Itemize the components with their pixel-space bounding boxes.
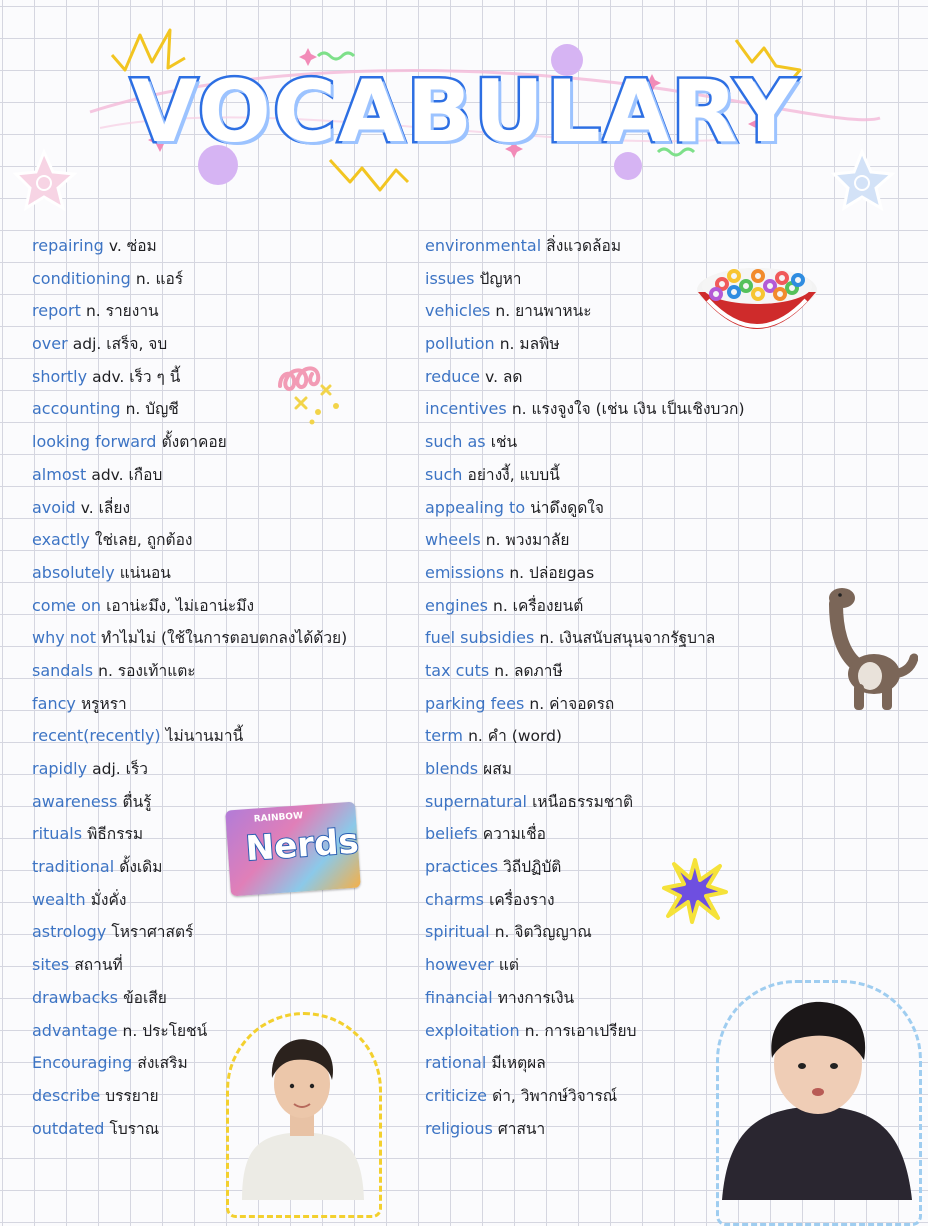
vocab-row <box>425 690 745 723</box>
vocab-row <box>32 624 347 657</box>
thai-meaning: เช่น <box>490 433 518 452</box>
vocab-row <box>425 1049 745 1082</box>
thai-meaning: ผสม <box>483 760 512 778</box>
vocab-row <box>425 624 745 657</box>
vocab-row <box>32 657 347 690</box>
thai-meaning: n. เครื่องยนต์ <box>493 596 584 615</box>
english-word: conditioning <box>32 268 131 288</box>
english-word: appealing to <box>425 497 526 517</box>
english-word: accounting <box>32 399 121 419</box>
thai-meaning: n. แรงจูงใจ (เช่น เงิน เป็นเชิงบวก) <box>511 400 745 419</box>
english-word: over <box>32 334 68 354</box>
english-word: outdated <box>32 1118 105 1138</box>
english-word: rituals <box>32 824 83 844</box>
thai-meaning: เครื่องราง <box>489 890 555 909</box>
vocab-row <box>425 951 745 984</box>
english-word: why not <box>32 628 96 648</box>
thai-meaning: สถานที่ <box>74 956 123 975</box>
english-word: sites <box>32 955 70 975</box>
swirl-doodle-icon <box>272 356 362 428</box>
thai-meaning: ส่งเสริม <box>137 1054 188 1073</box>
english-word: such <box>425 464 463 484</box>
vocab-row <box>425 494 745 527</box>
thai-meaning: ดั้งเดิม <box>119 858 163 877</box>
english-word: emissions <box>425 562 505 582</box>
english-word: shortly <box>32 366 88 386</box>
thai-meaning: adj. เร็ว <box>92 760 148 778</box>
english-word: avoid <box>32 497 76 517</box>
thai-meaning: โหราศาสตร์ <box>111 923 194 942</box>
thai-meaning: มีเหตุผล <box>491 1054 546 1073</box>
thai-meaning: n. รายงาน <box>85 302 159 321</box>
english-word: however <box>425 955 494 975</box>
english-word: charms <box>425 889 484 909</box>
thai-meaning: ตั้งตาคอย <box>161 433 227 452</box>
english-word: beliefs <box>425 824 478 844</box>
english-word: wheels <box>425 530 481 550</box>
english-word: awareness <box>32 791 118 811</box>
candy-brand-small: RAINBOW <box>253 811 304 825</box>
english-word: exactly <box>32 530 90 550</box>
thai-meaning: n. ประโยชน์ <box>122 1021 208 1040</box>
thai-meaning: เอาน่ะมึง, ไม่เอาน่ะมึง <box>106 596 255 615</box>
thai-meaning: n. พวงมาลัย <box>485 531 570 550</box>
thai-meaning: อย่างงี้, แบบนี้ <box>467 465 560 484</box>
english-word: issues <box>425 268 475 288</box>
english-word: report <box>32 301 81 321</box>
vocab-row <box>425 722 745 755</box>
candy-box-sticker-icon <box>225 802 361 897</box>
english-word: vehicles <box>425 301 491 321</box>
vocab-row <box>32 722 347 755</box>
english-word: tax cuts <box>425 660 490 680</box>
thai-meaning: n. แอร์ <box>135 269 184 288</box>
thai-meaning: ข้อเสีย <box>123 988 167 1007</box>
thai-meaning: ทำไมไม่ (ใช้ในการตอบตกลงได้ด้วย) <box>101 629 348 648</box>
thai-meaning: n. การเอาเปรียบ <box>524 1021 637 1040</box>
thai-meaning: เหนือธรรมชาติ <box>532 792 634 811</box>
english-word: advantage <box>32 1020 118 1040</box>
english-word: rapidly <box>32 759 88 778</box>
english-word: almost <box>32 464 87 484</box>
vocab-row <box>425 428 745 461</box>
vocab-row <box>425 1082 745 1115</box>
vocab-row <box>32 494 347 527</box>
thai-meaning: พิธีกรรม <box>87 825 144 844</box>
english-word: traditional <box>32 857 115 877</box>
vocab-row <box>32 461 347 494</box>
vocab-row <box>32 690 347 723</box>
english-word: sandals <box>32 660 94 680</box>
english-word: astrology <box>32 922 107 942</box>
thai-meaning: ศาสนา <box>497 1119 546 1138</box>
thai-meaning: มั่งคั่ง <box>90 890 127 909</box>
english-word: religious <box>425 1118 493 1138</box>
thai-meaning: n. ลดภาษี <box>494 661 563 680</box>
thai-meaning: n. บัญชี <box>125 400 179 419</box>
thai-meaning: v. ลด <box>485 367 523 386</box>
english-word: looking forward <box>32 432 157 452</box>
thai-meaning: n. จิตวิญญาณ <box>494 923 592 942</box>
english-word: rational <box>425 1053 487 1073</box>
english-word: exploitation <box>425 1020 520 1040</box>
vocab-row <box>425 657 745 690</box>
english-word: repairing <box>32 236 104 255</box>
thai-meaning: ไม่นานมานี้ <box>165 727 244 746</box>
english-word: practices <box>425 857 499 877</box>
english-word: absolutely <box>32 562 115 582</box>
thai-meaning: adv. เกือบ <box>91 465 163 484</box>
vocab-row <box>32 918 347 951</box>
photo-child <box>722 996 912 1200</box>
thai-meaning: วิถีปฏิบัติ <box>503 858 562 877</box>
cereal-bowl-sticker-icon <box>694 256 820 352</box>
thai-meaning: adj. เสร็จ, จบ <box>72 335 168 354</box>
english-word: Encouraging <box>32 1053 133 1073</box>
thai-meaning: ความเชื่อ <box>482 825 546 844</box>
vocab-row <box>32 232 347 265</box>
vocab-row <box>425 1017 745 1050</box>
english-word: supernatural <box>425 791 527 811</box>
vocab-row <box>425 1115 745 1148</box>
english-word: recent(recently) <box>32 726 161 746</box>
thai-meaning: n. ยานพาหนะ <box>495 302 592 321</box>
thai-meaning: ปัญหา <box>479 269 522 288</box>
vocab-row <box>425 395 745 428</box>
thai-meaning: แต่ <box>498 956 519 975</box>
vocab-row <box>32 265 347 298</box>
thai-meaning: n. คำ (word) <box>468 727 562 746</box>
vocab-row <box>32 592 347 625</box>
thai-meaning: ตื่นรู้ <box>122 792 152 811</box>
thai-meaning: n. ปล่อยgas <box>509 563 595 582</box>
thai-meaning: adv. เร็ว ๆ นี้ <box>92 367 181 386</box>
candy-brand: Nerds <box>244 821 360 870</box>
english-word: such as <box>425 432 486 452</box>
english-word: incentives <box>425 399 507 419</box>
thai-meaning: บรรยาย <box>105 1086 159 1105</box>
vocab-row <box>32 297 347 330</box>
thai-meaning: สิ่งแวดล้อม <box>546 237 622 255</box>
vocab-row <box>32 559 347 592</box>
thai-meaning: v. ซ่อม <box>108 237 157 255</box>
english-word: parking fees <box>425 693 525 713</box>
thai-meaning: ใช่เลย, ถูกต้อง <box>94 531 193 550</box>
thai-meaning: n. เงินสนับสนุนจากรัฐบาล <box>539 629 716 648</box>
thai-meaning: แน่นอน <box>119 563 171 582</box>
vocab-row <box>425 755 745 788</box>
vocab-row <box>425 461 745 494</box>
vocab-row <box>32 951 347 984</box>
vocab-row <box>425 820 745 853</box>
vocab-row <box>425 526 745 559</box>
thai-meaning: ด่า, วิพากษ์วิจารณ์ <box>492 1086 618 1105</box>
page-title: VOCABULARY <box>130 62 800 162</box>
english-word: fancy <box>32 693 76 713</box>
vocab-row <box>425 788 745 821</box>
thai-meaning: หรูหรา <box>80 694 127 713</box>
dinosaur-plush-sticker-icon <box>826 584 918 716</box>
english-word: financial <box>425 987 493 1007</box>
vocab-row <box>425 559 745 592</box>
thai-meaning: v. เลี่ยง <box>80 498 131 517</box>
english-word: reduce <box>425 366 481 386</box>
english-word: spiritual <box>425 922 490 942</box>
english-word: come on <box>32 595 102 615</box>
vocabulary-list-right <box>425 232 745 1147</box>
vocab-row <box>32 526 347 559</box>
english-word: drawbacks <box>32 987 118 1007</box>
starburst-sticker-icon <box>662 858 728 924</box>
english-word: engines <box>425 595 488 615</box>
vocab-row <box>425 984 745 1017</box>
english-word: criticize <box>425 1085 488 1105</box>
english-word: fuel subsidies <box>425 628 535 648</box>
thai-meaning: n. มลพิษ <box>499 335 560 354</box>
thai-meaning: น่าดึงดูดใจ <box>530 498 604 517</box>
english-word: describe <box>32 1085 101 1105</box>
vocab-row <box>32 428 347 461</box>
thai-meaning: n. ค่าจอดรถ <box>529 694 615 713</box>
star-sticker-icon <box>834 152 892 208</box>
thai-meaning: n. รองเท้าแตะ <box>98 661 196 680</box>
vocab-row <box>425 363 745 396</box>
thai-meaning: โบราณ <box>109 1119 160 1138</box>
english-word: pollution <box>425 334 495 354</box>
vocab-row <box>425 592 745 625</box>
english-word: term <box>425 726 463 746</box>
photo-man <box>232 1024 372 1200</box>
thai-meaning: ทางการเงิน <box>497 988 575 1007</box>
english-word: environmental <box>425 236 542 255</box>
star-sticker-icon <box>16 152 74 208</box>
english-word: wealth <box>32 889 86 909</box>
vocab-row <box>32 755 347 788</box>
english-word: blends <box>425 759 479 778</box>
